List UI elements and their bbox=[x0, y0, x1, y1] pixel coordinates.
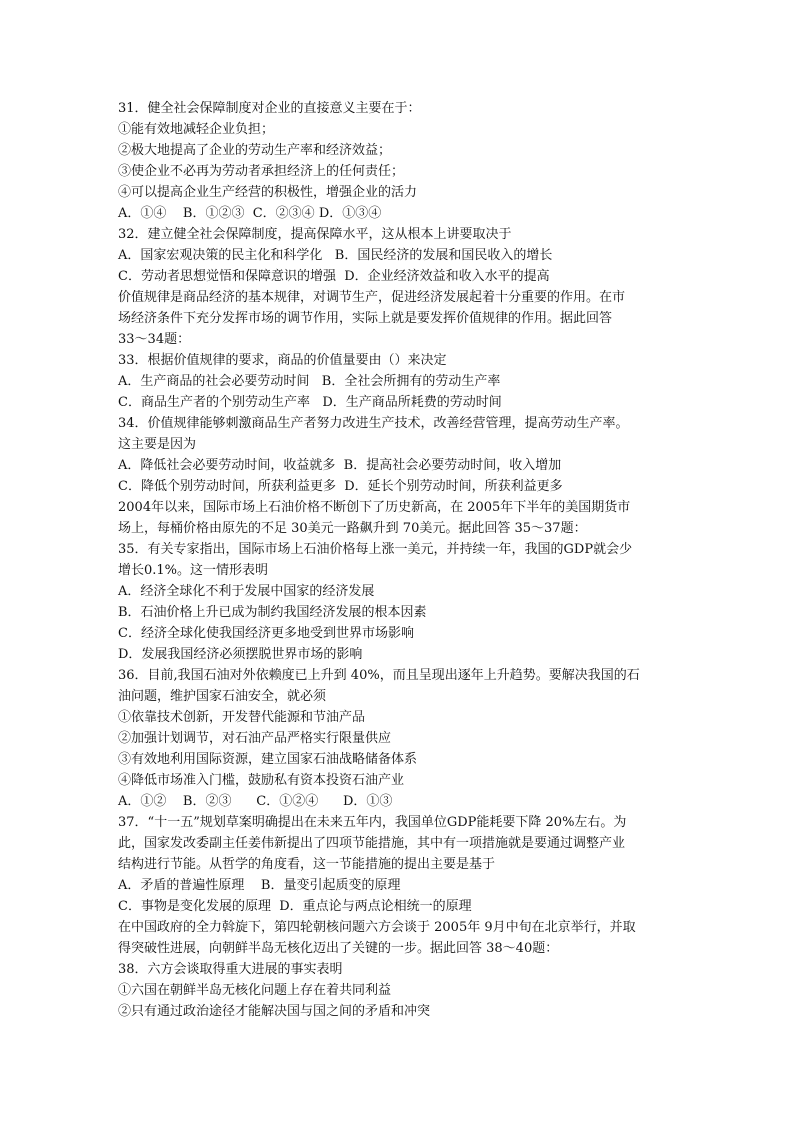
q36-stem-1: 36．目前,我国石油对外依赖度已上升到 40%，而且呈现出逐年上升趋势。要解决我国的石 bbox=[118, 668, 640, 683]
q32-choices-cd: C．劳动者思想觉悟和保障意识的增强 D．企业经济效益和收入水平的提高 bbox=[118, 269, 550, 284]
passage-six-party-1: 在中国政府的全力斡旋下，第四轮朝核问题六方会谈于 2005年 9月中旬在北京举行，并取 bbox=[118, 920, 636, 935]
q38-option-2: ②只有通过政治途径才能解决国与国之间的矛盾和冲突 bbox=[118, 1004, 431, 1019]
q36-option-3: ③有效地利用国际资源，建立国家石油战略储备体系 bbox=[118, 752, 418, 767]
passage-oil-1: 2004年以来，国际市场上石油价格不断创下了历史新高，在 2005年下半年的美国期货市 bbox=[118, 500, 631, 515]
q36-option-2: ②加强计划调节，对石油产品严格实行限量供应 bbox=[118, 731, 392, 746]
q33-choices-cd: C．商品生产者的个别劳动生产率 D．生产商品所耗费的劳动时间 bbox=[118, 395, 502, 410]
q31-option-1: ①能有效地减轻企业负担； bbox=[118, 122, 275, 137]
q31-option-3: ③使企业不必再为劳动者承担经济上的任何责任； bbox=[118, 164, 405, 179]
passage-value-law-3: 33～34题： bbox=[118, 332, 191, 347]
q32-choices-ab: A．国家宏观决策的民主化和科学化 B．国民经济的发展和国民收入的增长 bbox=[118, 248, 553, 263]
q35-stem-2: 增长0.1%。这一情形表明 bbox=[118, 563, 269, 578]
q38-stem: 38．六方会谈取得重大进展的事实表明 bbox=[118, 962, 343, 977]
q32-stem: 32．建立健全社会保障制度，提高保障水平，这从根本上讲要取决于 bbox=[118, 227, 512, 242]
q37-stem-2: 此，国家发改委副主任姜伟新提出了四项节能措施，其中有一项措施就是要通过调整产业 bbox=[118, 836, 626, 851]
q31-stem: 31．健全社会保障制度对企业的直接意义主要在于： bbox=[118, 101, 421, 116]
q37-stem-3: 结构进行节能。从哲学的角度看，这一节能措施的提出主要是基于 bbox=[118, 857, 496, 872]
q34-choices-cd: C．降低个别劳动时间，所获利益更多 D．延长个别劳动时间，所获利益更多 bbox=[118, 479, 563, 494]
passage-value-law-2: 场经济条件下充分发挥市场的调节作用，实际上就是要发挥价值规律的作用。据此回答 bbox=[118, 311, 613, 326]
q34-stem-2: 这主要是因为 bbox=[118, 437, 197, 452]
q36-stem-2: 油问题，维护国家石油安全，就必须 bbox=[118, 689, 327, 704]
q35-choice-a: A．经济全球化不利于发展中国家的经济发展 bbox=[118, 584, 375, 599]
q34-choices-ab: A．降低社会必要劳动时间，收益就多 B．提高社会必要劳动时间，收入增加 bbox=[118, 458, 562, 473]
q33-choices-ab: A．生产商品的社会必要劳动时间 B．全社会所拥有的劳动生产率 bbox=[118, 374, 501, 389]
q35-choice-c: C．经济全球化使我国经济更多地受到世界市场影响 bbox=[118, 626, 414, 641]
q37-stem-1: 37．“十一五”规划草案明确提出在未来五年内，我国单位GDP能耗要下降 20%左右。为 bbox=[118, 815, 627, 830]
q31-choices: A．①④ B．①②③ C．②③④ D．①③④ bbox=[118, 206, 382, 221]
document-page bbox=[118, 98, 698, 1022]
q36-choices: A．①② B．②③ C．①②④ D．①③ bbox=[118, 794, 393, 809]
q34-stem-1: 34．价值规律能够刺激商品生产者努力改进生产技术，改善经营管理，提高劳动生产率。 bbox=[118, 416, 629, 431]
q36-option-4: ④降低市场准入门槛，鼓励私有资本投资石油产业 bbox=[118, 773, 405, 788]
q35-choice-b: B．石油价格上升已成为制约我国经济发展的根本因素 bbox=[118, 605, 427, 620]
q37-choices-cd: C．事物是变化发展的原理 D．重点论与两点论相统一的原理 bbox=[118, 899, 472, 914]
q33-stem: 33．根据价值规律的要求，商品的价值量要由（）来决定 bbox=[118, 353, 447, 368]
q37-choices-ab: A．矛盾的普遍性原理 B．量变引起质变的原理 bbox=[118, 878, 401, 893]
q31-option-2: ②极大地提高了企业的劳动生产率和经济效益； bbox=[118, 143, 392, 158]
q36-option-1: ①依靠技术创新，开发替代能源和节油产品 bbox=[118, 710, 366, 725]
q31-option-4: ④可以提高企业生产经营的积极性，增强企业的活力 bbox=[118, 185, 418, 200]
passage-oil-2: 场上，每桶价格由原先的不足 30美元一路飙升到 70美元。据此回答 35～37题： bbox=[118, 521, 587, 536]
q38-option-1: ①六国在朝鲜半岛无核化问题上存在着共同利益 bbox=[118, 983, 392, 998]
q35-choice-d: D．发展我国经济必须摆脱世界市场的影响 bbox=[118, 647, 363, 662]
passage-value-law-1: 价值规律是商品经济的基本规律，对调节生产，促进经济发展起着十分重要的作用。在市 bbox=[118, 290, 626, 305]
passage-six-party-2: 得突破性进展，向朝鲜半岛无核化迈出了关键的一步。据此回答 38～40题： bbox=[118, 941, 559, 956]
q35-stem-1: 35．有关专家指出，国际市场上石油价格每上涨一美元，并持续一年，我国的GDP就会少 bbox=[118, 542, 633, 557]
